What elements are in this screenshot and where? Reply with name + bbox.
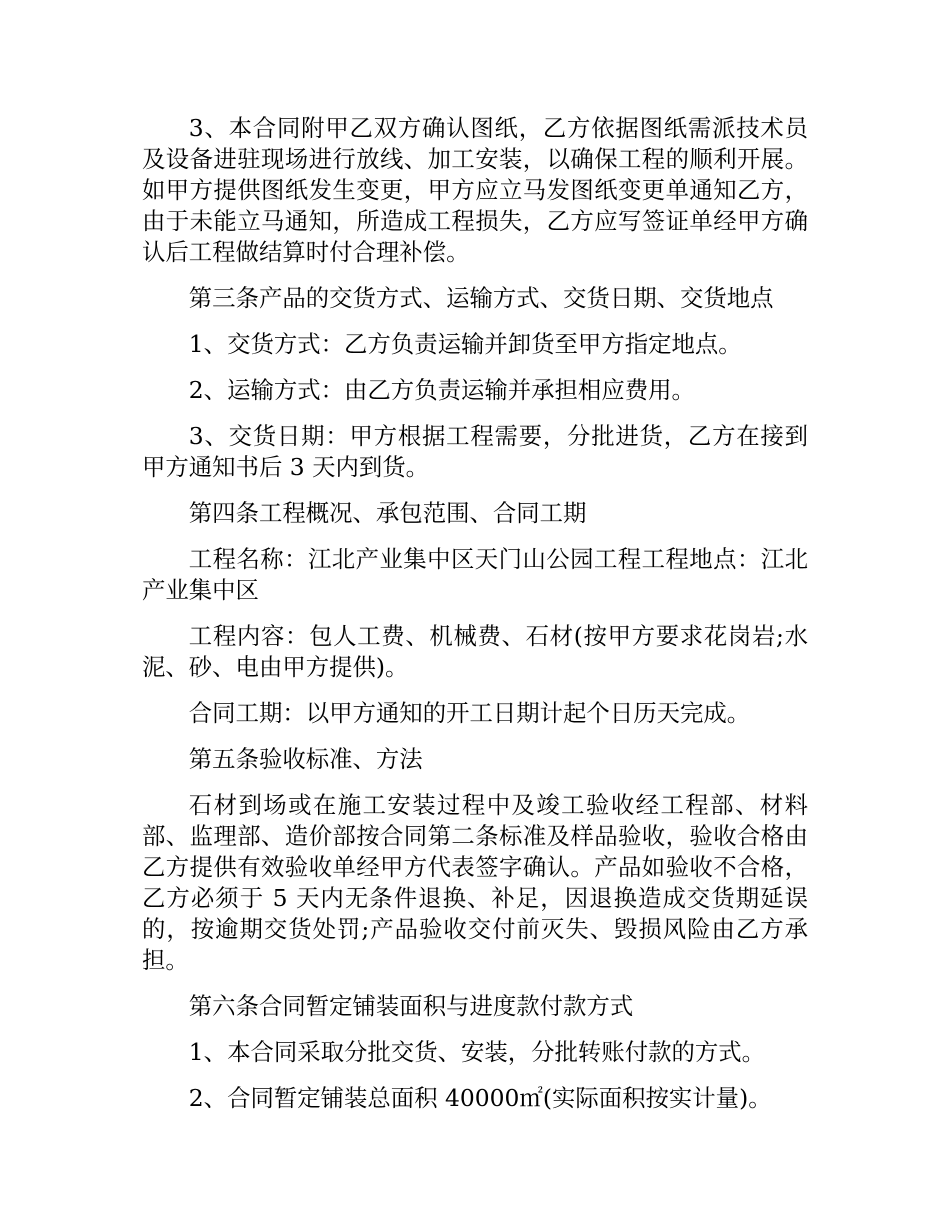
article-3-item-2-transport-method: 2、运输方式：由乙方负责运输并承担相应费用。 [188,376,695,404]
document-page [142,113,808,1129]
article-3-item-1-delivery-method: 1、交货方式：乙方负责运输并卸货至甲方指定地点。 [188,330,742,358]
article-3-item-3-delivery-date: 3、交货日期：甲方根据工程需要，分批进货，乙方在接到甲方通知书后 3 天内到货。 [142,422,808,481]
article-5-acceptance-body: 石材到场或在施工安装过程中及竣工验收经工程部、材料部、监理部、造价部按合同第二条标准及样品验收，验收合格由乙方提供有效验收单经甲方代表签字确认。产品如验收不合格，乙方必须于 5 天内无条件退换、补足，因退换造成交货期延误的，按逾期交货处罚;产品验收交付前灭失、毁损风险由乙方承担。 [142,791,808,974]
article-3-heading: 第三条产品的交货方式、运输方式、交货日期、交货地点 [188,284,774,312]
article-4-heading: 第四条工程概况、承包范围、合同工期 [188,499,587,527]
clause-2-item-3-drawings: 3、本合同附甲乙双方确认图纸，乙方依据图纸需派技术员及设备进驻现场进行放线、加工安装，以确保工程的顺利开展。如甲方提供图纸发生变更，甲方应立马发图纸变更单通知乙方，由于未能立马通知，所造成工程损失，乙方应写签证单经甲方确认后工程做结算时付合理补偿。 [142,114,808,266]
article-4-contract-period: 合同工期：以甲方通知的开工日期计起个日历天完成。 [188,699,751,727]
article-6-item-2-area: 2、合同暂定铺装总面积 40000㎡(实际面积按实计量)。 [188,1084,772,1112]
article-4-project-content: 工程内容：包人工费、机械费、石材(按甲方要求花岗岩;水泥、砂、电由甲方提供)。 [142,622,808,681]
article-5-heading: 第五条验收标准、方法 [188,745,423,773]
article-4-project-name: 工程名称：江北产业集中区天门山公园工程工程地点：江北产业集中区 [142,545,808,604]
article-6-item-1-payment-method: 1、本合同采取分批交货、安装，分批转账付款的方式。 [188,1038,766,1066]
article-6-heading: 第六条合同暂定铺装面积与进度款付款方式 [188,992,634,1020]
